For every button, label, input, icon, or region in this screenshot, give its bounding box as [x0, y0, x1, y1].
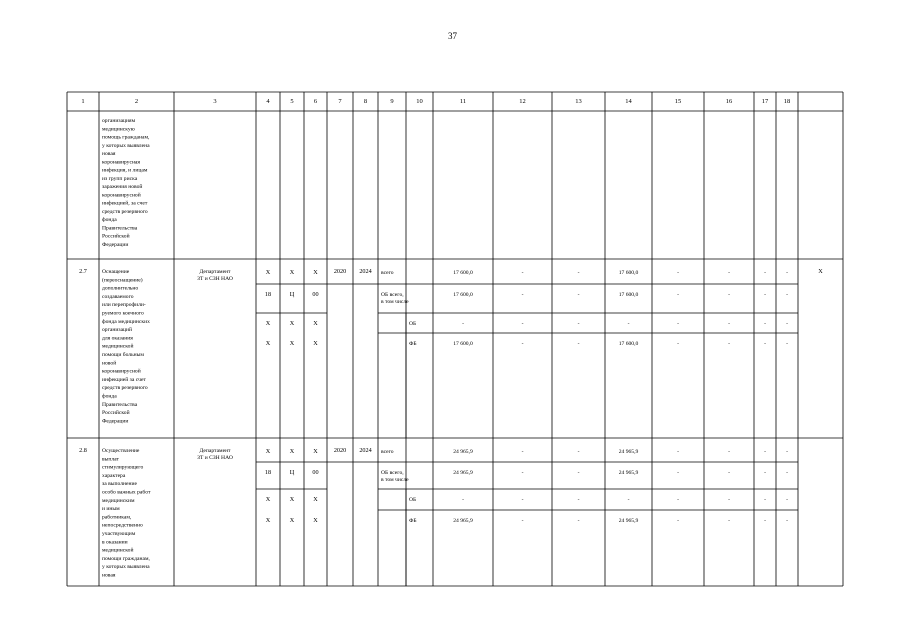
measure-description-line: дополнительно: [102, 285, 139, 292]
funding-source: ФБ: [409, 518, 417, 524]
code-cell: X: [289, 320, 295, 327]
amount-cell: -: [728, 449, 730, 455]
measure-description-line: фонда: [102, 393, 117, 400]
measure-description-line: медицинской: [102, 547, 134, 554]
amount-cell: -: [577, 497, 580, 503]
code-cell: X: [265, 340, 271, 347]
amount-total: -: [462, 321, 464, 327]
funding-source-note: в том числе: [381, 299, 409, 305]
measure-description-line: (переоснащение): [102, 277, 143, 284]
amount-cell: -: [521, 321, 524, 327]
continuation-text-line: Федерации: [102, 241, 129, 248]
amount-cell: -: [577, 321, 580, 327]
measure-description-line: Российской: [102, 410, 130, 417]
code-cell: X: [289, 269, 295, 276]
amount-cell: -: [764, 518, 766, 524]
department-name: Департамент: [199, 448, 231, 454]
continuation-text-line: средств резервного: [102, 208, 148, 215]
measure-description-line: непосредственно: [102, 522, 143, 529]
code-cell: Ц: [289, 469, 295, 476]
code-cell: X: [313, 517, 318, 524]
row-number: 2.7: [79, 268, 87, 275]
amount-cell: -: [786, 497, 788, 503]
amount-cell: -: [786, 292, 788, 298]
measure-description-line: стимулирующего: [102, 464, 144, 471]
column-number-7: 7: [338, 98, 342, 105]
funding-source: ОБ всего,: [381, 470, 404, 476]
measure-description-line: для оказания: [102, 335, 133, 342]
funding-source-note: в том числе: [381, 477, 409, 483]
measure-description-line: средств резервного: [102, 385, 148, 392]
amount-cell: -: [764, 497, 766, 503]
amount-cell: -: [764, 449, 766, 455]
continuation-text-line: из групп риска: [102, 175, 138, 182]
department-name: Департамент: [199, 269, 231, 275]
funding-source: всего: [381, 449, 394, 455]
continuation-text-line: инфекцией, за счет: [102, 200, 148, 207]
amount-cell: -: [764, 321, 766, 327]
continuation-text-line: коронавирусной: [102, 192, 141, 199]
amount-cell: -: [786, 449, 788, 455]
amount-cell: -: [786, 518, 788, 524]
amount-total: 17 600,0: [453, 341, 473, 347]
measure-description-line: фонда медицинских: [102, 318, 150, 325]
amount-cell: -: [627, 497, 630, 503]
continuation-text-line: новая: [102, 151, 116, 157]
measure-description-line: помощи гражданам,: [102, 555, 150, 562]
amount-cell: -: [677, 449, 679, 455]
continuation-text-line: у которых выявлена: [102, 142, 150, 149]
continuation-text-line: заражения новой: [102, 184, 143, 190]
measure-description-line: и иным: [102, 506, 120, 513]
amount-cell: -: [786, 341, 788, 347]
code-cell: X: [313, 448, 318, 455]
year-end: 2024: [359, 268, 372, 275]
amount-cell: -: [521, 518, 524, 524]
code-cell: 00: [312, 469, 319, 476]
column-number-3: 3: [213, 98, 217, 105]
continuation-text-line: Российской: [102, 233, 130, 240]
code-cell: X: [289, 448, 295, 455]
funding-source: всего: [381, 270, 394, 276]
measure-description-line: в оказании: [102, 539, 128, 546]
measure-description-line: за выполнение: [102, 481, 137, 488]
column-number-9: 9: [390, 98, 394, 105]
amount-cell: -: [521, 292, 524, 298]
year-start: 2020: [333, 447, 347, 454]
column-number-14: 14: [625, 98, 632, 105]
amount-cell: -: [764, 470, 766, 476]
continuation-text-line: помощь гражданам,: [102, 134, 150, 141]
page-number: 37: [448, 31, 457, 41]
year-end: 2024: [359, 447, 372, 454]
row-number: 2.8: [79, 447, 87, 454]
code-cell: 18: [264, 469, 272, 476]
measure-description-line: Правительства: [102, 401, 138, 408]
amount-cell: 24 965,9: [618, 449, 639, 455]
continuation-text-line: коронавирусная: [102, 159, 140, 166]
measure-description-line: помощи больным: [102, 352, 144, 358]
amount-cell: -: [521, 270, 524, 276]
amount-total: 17 600,0: [453, 292, 473, 298]
amount-cell: -: [521, 449, 524, 455]
amount-cell: -: [764, 270, 766, 276]
amount-total: 24 965,9: [453, 470, 473, 476]
column-number-4: 4: [266, 98, 270, 105]
continuation-text-line: фонда: [102, 217, 117, 223]
column-number-8: 8: [363, 98, 368, 105]
amount-total: 24 965,9: [453, 449, 473, 455]
measure-description-line: коронавирусной: [102, 368, 141, 375]
amount-cell: -: [728, 518, 730, 524]
column-number-2: 2: [134, 98, 139, 105]
amount-cell: -: [677, 497, 679, 503]
amount-cell: -: [728, 497, 730, 503]
amount-cell: -: [728, 292, 730, 298]
amount-total: -: [462, 497, 464, 503]
amount-cell: -: [786, 321, 788, 327]
column-number-6: 6: [313, 98, 318, 105]
amount-cell: -: [577, 292, 580, 298]
amount-total: 24 965,9: [453, 518, 473, 524]
amount-cell: -: [677, 341, 679, 347]
amount-cell: -: [577, 341, 580, 347]
amount-cell: -: [521, 341, 524, 347]
amount-cell: -: [786, 270, 788, 276]
amount-cell: -: [677, 292, 679, 298]
measure-description-line: Осуществление: [102, 448, 140, 454]
amount-cell: -: [728, 321, 730, 327]
measure-description-line: Федерации: [102, 418, 129, 425]
column-number-17: 17: [761, 98, 769, 105]
amount-cell: -: [521, 497, 524, 503]
continuation-text-line: организациям: [102, 118, 136, 124]
amount-cell: -: [577, 449, 580, 455]
code-cell: 00: [312, 291, 319, 298]
measure-description-line: участвующим: [102, 531, 136, 537]
continuation-text-line: медицинскую: [102, 126, 135, 133]
column-number-11: 11: [459, 98, 467, 105]
measure-description-line: выплат: [102, 456, 119, 463]
department-name: ЗТ и СЗН НАО: [197, 455, 233, 462]
amount-cell: -: [728, 270, 730, 276]
measure-description-line: организаций: [102, 327, 133, 334]
column-number-12: 12: [519, 98, 526, 105]
column-number-18: 18: [783, 98, 791, 105]
code-cell: X: [313, 340, 318, 347]
measure-description-line: или перепрофили-: [102, 302, 146, 309]
code-cell: X: [289, 496, 295, 503]
amount-cell: -: [728, 470, 730, 476]
amount-cell: -: [728, 341, 730, 347]
funding-source: ОБ: [409, 497, 417, 503]
continuation-text-line: Правительства: [102, 225, 138, 232]
funding-source: ОБ: [409, 321, 417, 327]
amount-cell: -: [577, 270, 580, 276]
amount-cell: -: [521, 470, 524, 476]
column-number-13: 13: [575, 98, 582, 105]
code-cell: X: [265, 517, 271, 524]
column-number-10: 10: [416, 98, 423, 105]
code-cell: X: [265, 269, 271, 276]
code-cell: X: [265, 496, 271, 503]
amount-cell: 24 965,9: [618, 518, 639, 524]
column-number-15: 15: [674, 98, 682, 105]
code-cell: X: [265, 320, 271, 327]
continuation-text-line: инфекция, и лицам: [102, 167, 148, 174]
measure-description-line: руемого коечного: [102, 310, 144, 317]
column-number-1: 1: [81, 98, 85, 105]
year-start: 2020: [333, 268, 347, 275]
code-cell: Ц: [289, 291, 295, 298]
amount-cell: -: [764, 341, 766, 347]
amount-cell: -: [577, 518, 580, 524]
code-cell: X: [313, 320, 318, 327]
amount-cell: 17 600,0: [618, 270, 639, 276]
amount-cell: -: [677, 270, 679, 276]
amount-cell: 17 600,0: [618, 292, 639, 298]
measure-description-line: новая: [102, 572, 116, 579]
measure-description-line: работникам,: [102, 514, 132, 521]
amount-cell: -: [677, 470, 679, 476]
code-cell: X: [313, 496, 318, 503]
measure-description-line: у которых выявлена: [102, 564, 150, 571]
column-number-5: 5: [290, 98, 294, 105]
amount-cell: 17 600,0: [618, 341, 639, 347]
measure-description-line: создаваемого: [102, 293, 134, 300]
measure-description-line: особо важных работ: [102, 489, 151, 496]
measure-description-line: новой: [102, 360, 117, 367]
code-cell: X: [265, 448, 271, 455]
amount-cell: -: [677, 518, 679, 524]
code-cell: X: [289, 340, 295, 347]
funding-source: ФБ: [409, 341, 417, 347]
amount-cell: -: [786, 470, 788, 476]
amount-cell: -: [764, 292, 766, 298]
department-name: ЗТ и СЗН НАО: [197, 276, 233, 283]
code-cell: X: [313, 269, 318, 276]
amount-total: 17 600,0: [453, 270, 473, 276]
amount-cell: -: [677, 321, 679, 327]
measure-description-line: медицинским: [102, 497, 135, 504]
funding-source: ОБ всего,: [381, 292, 404, 298]
code-cell: 18: [264, 291, 272, 298]
measure-description-line: характера: [102, 472, 126, 479]
measure-description-line: инфекцией за счет: [102, 376, 146, 383]
amount-cell: 24 965,9: [618, 470, 639, 476]
measure-description-line: медицинской: [102, 343, 134, 350]
column-number-16: 16: [725, 98, 733, 105]
amount-cell: -: [627, 321, 630, 327]
measure-description-line: Оснащение: [102, 269, 130, 275]
amount-cell: -: [577, 470, 580, 476]
column-18-mark: X: [818, 268, 823, 275]
code-cell: X: [289, 517, 295, 524]
